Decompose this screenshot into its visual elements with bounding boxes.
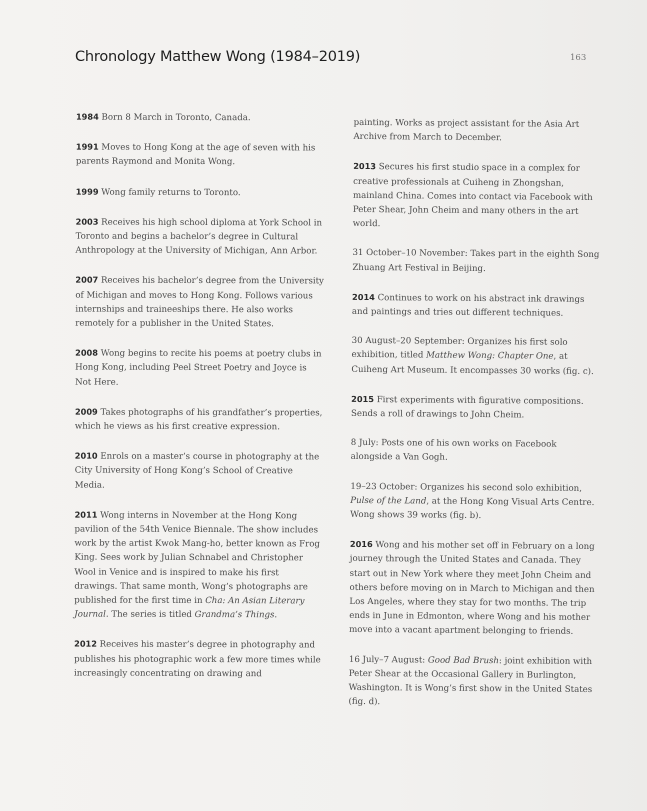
chronology-entry: 2003 Receives his high school diploma at York School in Toronto and begins a bachelor’s degree in Cultural Anthropology at the University of Michigan, Ann Arbor. [75, 216, 323, 257]
chronology-entry: 2010 Enrols on a master’s course in photography at the City University of Hong Kong’s School of Creative Media. [74, 450, 320, 491]
chronology-entry: 2012 Receives his master’s degree in photography and publishes his photographic work a few more times while increasingly concentrating on drawing and [74, 639, 321, 680]
chronology-entry: 1984 Born 8 March in Toronto, Canada. [75, 111, 251, 124]
chronology-entry: 2013 Secures his first studio space in a complex for creative professionals at Cuiheng in Zhongshan, mainland China. Comes into contact via Facebook with Peter Shear, John Cheim and many others in the art world. [352, 161, 593, 230]
page-title: Chronology Matthew Wong (1984–2019) [75, 49, 361, 65]
chronology-entry: 2015 First experiments with figurative compositions. Sends a roll of drawings to John Cheim. [351, 393, 584, 421]
left-column [74, 110, 326, 697]
chronology-entry: painting. Works as project assistant for the Asia Art Archive from March to December. [353, 117, 580, 144]
chronology-entry: 2008 Wong begins to recite his poems at poetry clubs in Hong Kong, including Peel Street Poetry and Joyce is Not Here. [75, 347, 322, 388]
chronology-entry: 31 October–10 November: Takes part in the eighth Song Zhuang Art Festival in Beijing. [352, 248, 600, 274]
chronology-entry: 8 July: Posts one of his own works on Facebook alongside a Van Gogh. [350, 438, 557, 464]
right-column [348, 116, 603, 727]
chronology-entry: 2007 Receives his bachelor’s degree from the University of Michigan and moves to Hong Kong. Follows various internships and traineeships there. He also works remotely for a publisher in the United States. [75, 274, 324, 330]
chronology-entry: 2014 Continues to work on his abstract ink drawings and paintings and tries out different techniques. [351, 291, 585, 319]
chronology-entry: 2009 Takes photographs of his grandfather’s properties, which he views as his first creative expression. [74, 406, 323, 433]
chronology-entry: 1999 Wong family returns to Toronto. [75, 186, 241, 198]
chronology-entry: 1991 Moves to Hong Kong at the age of seven with his parents Raymond and Monita Wong. [75, 141, 316, 168]
chronology-entry: 30 August–20 September: Organizes his first solo exhibition, titled Matthew Wong: Chapter One, at Cuiheng Art Museum. It encompasses 30 works (fig. c). [351, 336, 594, 377]
page-number: 163 [570, 53, 587, 63]
chronology-entry: 2016 Wong and his mother set off in February on a long journey through the United States and Canada. They start out in New York where they meet John Cheim and others before moving on in March to Michigan and then Los Angeles, where they stay for two months. The trip ends in June in Edmonton, where Wong and his mother move into a vacant apartment belonging to friends. [349, 539, 595, 638]
chronology-entry: 16 July–7 August: Good Bad Brush: joint exhibition with Peter Shear at the Occasional Gallery in Burlington, Washington. It is Wong’s first show in the United States (fig. d). [348, 654, 593, 708]
chronology-entry: 2011 Wong interns in November at the Hong Kong pavilion of the 54th Venice Biennale. The show includes work by the artist Kwok Mang-ho, better known as Frog King. Sees work by Julian Schnabel and Christopher Wool in Venice and is inspired to make his first drawings. That same month, Wong’s photographs are published for the first time in Cha: An Asian Literary Journal. The series is titled Grandma’s Things. [74, 509, 320, 621]
chronology-entry: 19–23 October: Organizes his second solo exhibition, Pulse of the Land, at the Hong Kong Visual Arts Centre. Wong shows 39 works (fig. b). [350, 481, 595, 522]
